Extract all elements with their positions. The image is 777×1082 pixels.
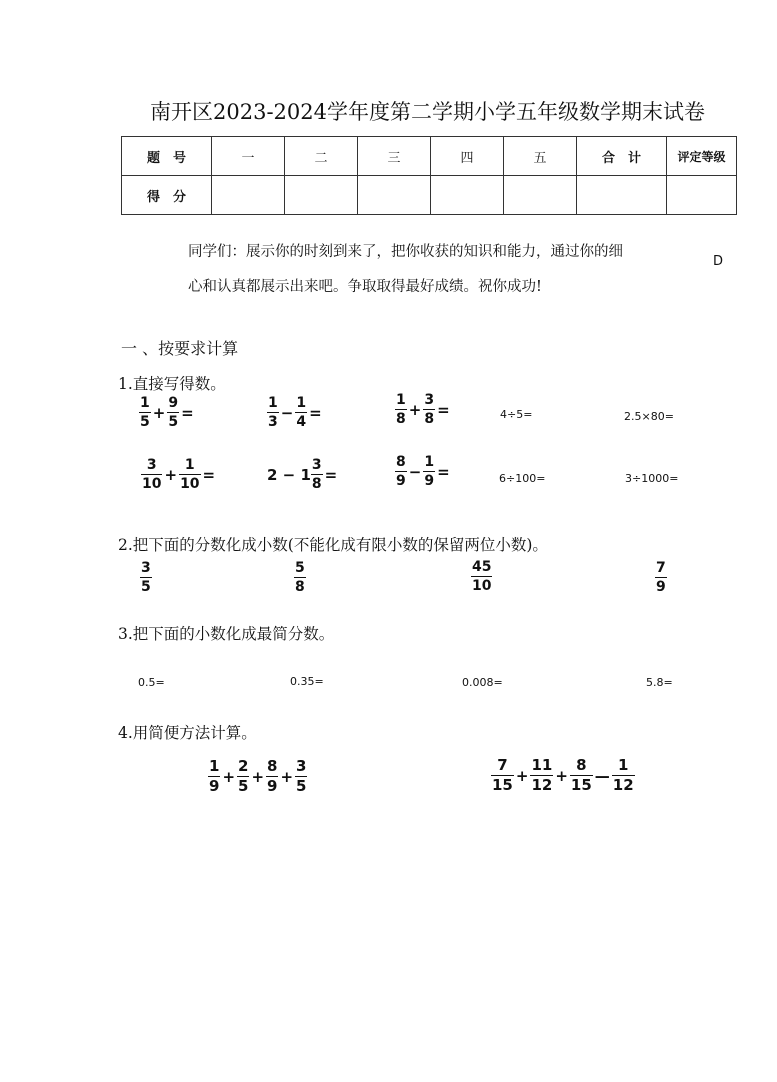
q1-expr-e: 2.5×80= [624, 410, 674, 423]
stray-mark: D [713, 254, 724, 269]
score-cell-1[interactable] [212, 176, 285, 215]
section-1-heading: 一 、按要求计算 [121, 339, 239, 358]
q1-expr-b: $\frac{1}{3}$ − $\frac{1}{4}$ = [268, 395, 322, 430]
exam-title: 南开区2023-2024学年度第二学期小学五年级数学期末试卷 [150, 100, 705, 124]
q3-item-1: 0.5= [138, 676, 165, 689]
q1-expr-f: $\frac{3}{10}$ + $\frac{1}{10}$ = [142, 457, 216, 492]
header-part-5: 五 [504, 137, 577, 176]
q2-frac-1: $\frac{3}{5}$ [141, 560, 151, 595]
header-total: 合 计 [577, 137, 667, 176]
q1-expr-h: $\frac{8}{9}$ − $\frac{1}{9}$ = [396, 454, 450, 489]
q2-frac-2: $\frac{5}{8}$ [295, 560, 305, 595]
q1-expr-i: 6÷100= [499, 472, 546, 485]
score-cell-2[interactable] [285, 176, 358, 215]
header-part-3: 三 [358, 137, 431, 176]
q3-item-3: 0.008= [462, 676, 503, 689]
q1-label: 1.直接写得数。 [118, 375, 226, 393]
q1-expr-g: 2 − 1 $\frac{3}{8}$ = [267, 457, 338, 492]
intro-line-1: 同学们：展示你的时刻到来了，把你收获的知识和能力，通过你的细 [188, 244, 623, 260]
q2-label: 2.把下面的分数化成小数(不能化成有限小数的保留两位小数)。 [118, 536, 548, 554]
score-cell-4[interactable] [431, 176, 504, 215]
score-cell-5[interactable] [504, 176, 577, 215]
score-cell-grade[interactable] [667, 176, 737, 215]
header-question-no: 题 号 [122, 137, 212, 176]
score-cell-3[interactable] [358, 176, 431, 215]
intro-line-2: 心和认真都展示出来吧。争取取得最好成绩。祝你成功! [188, 279, 542, 295]
q3-label: 3.把下面的小数化成最简分数。 [118, 625, 335, 643]
q4-expr-1: $\frac{1}{9}$ + $\frac{2}{5}$ + $\frac{8}{9}$ + $\frac{3}{5}$ [209, 757, 307, 795]
score-cell-total[interactable] [577, 176, 667, 215]
q1-expr-j: 3÷1000= [625, 472, 679, 485]
q1-expr-c: $\frac{1}{8}$ + $\frac{3}{8}$ = [396, 392, 450, 427]
q4-label: 4.用简便方法计算。 [118, 724, 257, 742]
q1-expr-a: $\frac{1}{5}$ + $\frac{9}{5}$ = [140, 395, 194, 430]
header-part-2: 二 [285, 137, 358, 176]
q1-expr-d: 4÷5= [500, 408, 533, 421]
header-part-4: 四 [431, 137, 504, 176]
q4-expr-2: $\frac{7}{15}$ + $\frac{11}{12}$ + $\frac{8}{15}$ — $\frac{1}{12}$ [492, 756, 634, 794]
q2-frac-3: $\frac{45}{10}$ [472, 559, 492, 594]
header-part-1: 一 [212, 137, 285, 176]
score-table [121, 136, 737, 215]
row-score-label: 得 分 [122, 176, 212, 215]
q3-item-2: 0.35= [290, 675, 324, 688]
header-grade: 评定等级 [667, 137, 737, 176]
q2-frac-4: $\frac{7}{9}$ [656, 560, 666, 595]
q3-item-4: 5.8= [646, 676, 673, 689]
